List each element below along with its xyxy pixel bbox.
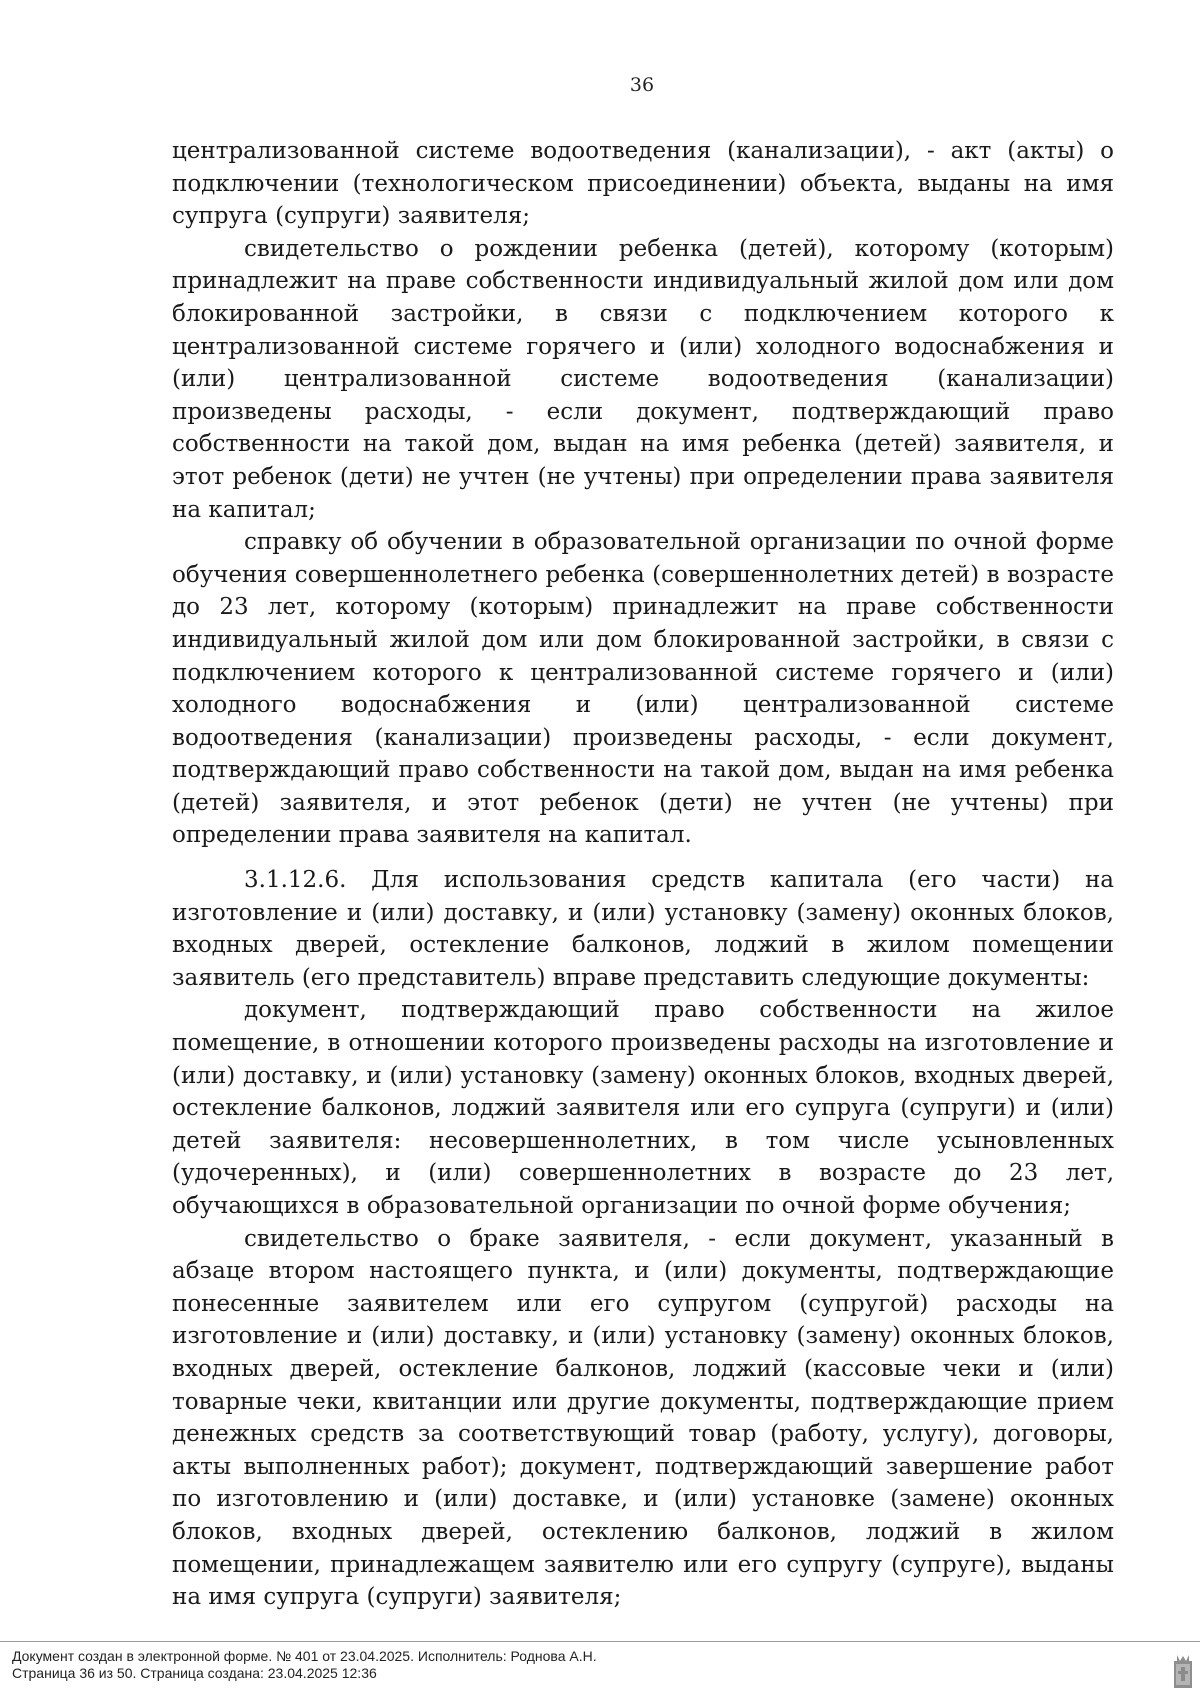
footer-document-info: Документ создан в электронной форме. № 401 от 23.04.2025. Исполнитель: Роднова А.Н. — [12, 1648, 597, 1664]
paragraph-section-3-1-12-6: 3.1.12.6. Для использования средств капитала (его части) на изготовление и (или) доставку, и (или) установку (замену) оконных блоков, входных дверей, остекление балконов, лоджий в жилом помещении заявитель (его представитель) вправе представить следующие документы: — [172, 867, 1114, 991]
paragraph-education-certificate: справку об обучении в образовательной организации по очной форме обучения совершеннолетнего ребенка (совершеннолетних детей) в возрасте до 23 лет, которому (которым) принадлежит на праве собственности индивидуальный жилой дом или дом блокированной застройки, в связи с подключением которого к централизованной системе горячего и (или) холодного водоснабжения и (или) централизованной системе водоотведения (канализации) произведены расходы, - если документ, подтверждающий право собственности на такой дом, выдан на имя ребенка (детей) заявителя, и этот ребенок (дети) не учтен (не учтены) при определении права заявителя на капитал. — [172, 529, 1114, 849]
footer-divider — [0, 1641, 1200, 1642]
paragraph-marriage-certificate: свидетельство о браке заявителя, - если документ, указанный в абзаце втором настоящего пункта, и (или) документы, подтверждающие понесенные заявителем или его супругом (супругой) расходы на изготовление и (или) доставку, и (или) установку (замену) оконных блоков, входных дверей, остекление балконов, лоджий (кассовые чеки и (или) товарные чеки, квитанции или другие документы, подтверждающие прием денежных средств за соответствующий товар (работу, услугу), договоры, акты выполненных работ); документ, подтверждающий завершение работ по изготовлению и (или) доставке, и (или) установке (замене) оконных блоков, входных дверей, остеклению балконов, лоджий в жилом помещении, принадлежащем заявителю или его супругу (супруге), выданы на имя супруга (супруги) заявителя; — [172, 1225, 1114, 1611]
document-body — [172, 135, 1114, 1614]
page-number: 36 — [629, 74, 655, 96]
paragraph-ownership-document: документ, подтверждающий право собственности на жилое помещение, в отношении которого произведены расходы на изготовление и (или) доставку, и (или) установку (замену) оконных блоков, входных дверей, остекление балконов, лоджий заявителя или его супруга (супруги) и (или) детей заявителя: несовершеннолетних, в том числе усыновленных (удочеренных), и (или) совершеннолетних в возрасте до 23 лет, обучающихся в образовательной организации по очной форме обучения; — [172, 997, 1114, 1219]
coat-of-arms-icon — [1173, 1653, 1193, 1689]
paragraph-continuation: централизованной системе водоотведения (канализации), - акт (акты) о подключении (технологическом присоединении) объекта, выданы на имя супруга (супруги) заявителя; — [172, 138, 1114, 230]
footer — [12, 1648, 597, 1682]
footer-page-info: Страница 36 из 50. Страница создана: 23.04.2025 12:36 — [12, 1665, 377, 1681]
paragraph-birth-certificate: свидетельство о рождении ребенка (детей), которому (которым) принадлежит на праве собственности индивидуальный жилой дом или дом блокированной застройки, в связи с подключением которого к централизованной системе горячего и (или) холодного водоснабжения и (или) централизованной системе водоотведения (канализации) произведены расходы, - если документ, подтверждающий право собственности на такой дом, выдан на имя ребенка (детей) заявителя, и этот ребенок (дети) не учтен (не учтены) при определении права заявителя на капитал; — [172, 235, 1114, 523]
